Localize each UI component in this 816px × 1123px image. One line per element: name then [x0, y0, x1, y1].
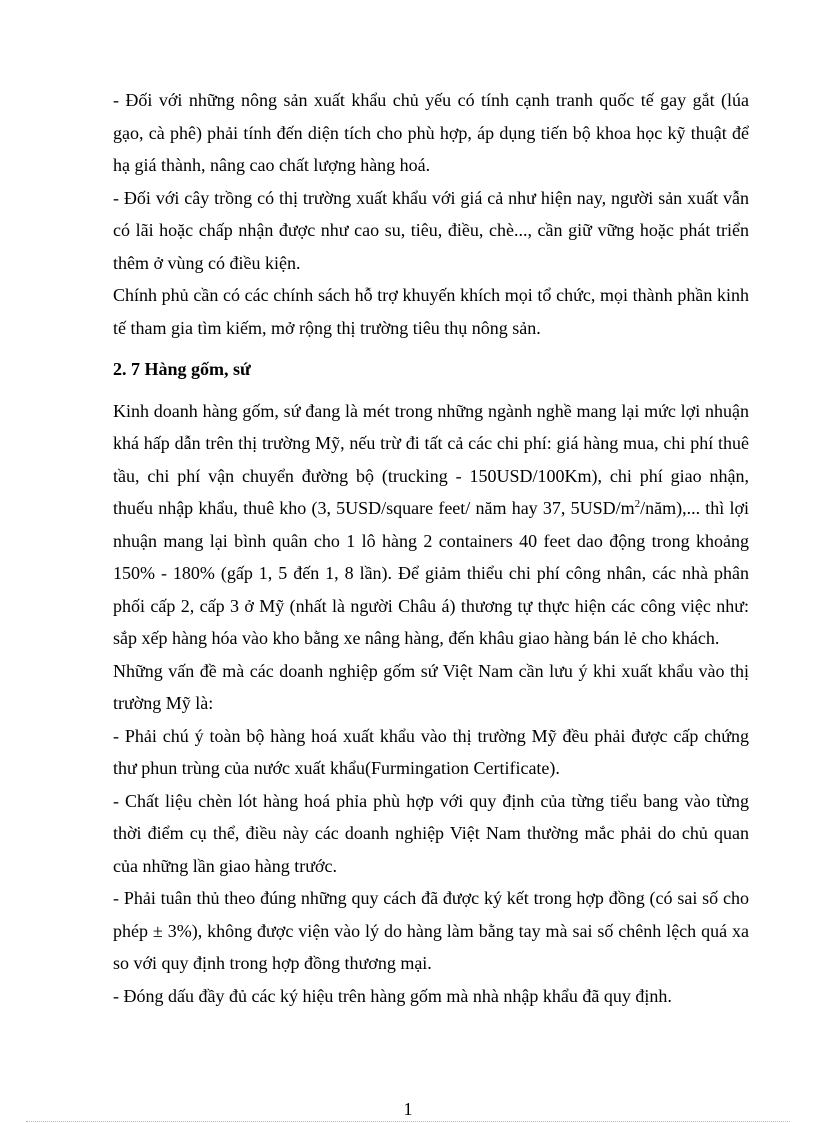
paragraph-markings: - Đóng dấu đầy đủ các ký hiệu trên hàng gốm mà nhà nhập khẩu đã quy định. [113, 985, 672, 1006]
page-bottom-divider [26, 1121, 790, 1122]
paragraph-packing-material: - Chất liệu chèn lót hàng hoá phỉa phù hợp với quy định của từng tiểu bang vào từng thời điểm cụ thể, điều này các doanh nghiệp Việt Nam thường mắc phải do chủ quan của những lần giao hàng trước. [113, 790, 749, 876]
intro-text-before: Kinh doanh hàng gốm, sứ đang là mét trong những ngành nghề mang lại mức lợi nhuận khá hấp dẫn trên thị trường Mỹ, nếu trừ đi tất cả các chi phí: giá hàng mua, chi phí thuê tầu, chi phí vận chuyển đường bộ (trucking - 150USD/100Km), chi phí giao nhận, thuếu nhập khẩu, thuê kho (3, 5USD/square feet/ năm hay 37, 5USD/m [113, 400, 749, 518]
paragraph-contract-specs: - Phải tuân thủ theo đúng những quy cách đã được ký kết trong hợp đồng (có sai số cho phép ± 3%), không được viện vào lý do hàng làm bằng tay mà sai số chênh lệch quá xa so với quy định trong hợp đồng thương mại. [113, 888, 749, 973]
paragraph-ceramics-intro [113, 395, 749, 655]
section-heading: 2. 7 Hàng gốm, sứ [113, 359, 251, 379]
paragraph-export-competition: - Đối với những nông sản xuất khẩu chủ yếu có tính cạnh tranh quốc tế gay gắt (lúa gạo, cà phê) phải tính đến diện tích cho phù hợp, áp dụng tiến bộ khoa học kỹ thuật để hạ giá thành, nâng cao chất lượng hàng hoá. [113, 90, 749, 175]
paragraph-issues-intro: Những vấn đề mà các doanh nghiệp gốm sứ Việt Nam cần lưu ý khi xuất khẩu vào thị trường Mỹ là: [113, 660, 749, 713]
intro-superscript: 2 [634, 498, 641, 510]
paragraph-government-policy: Chính phủ cần có các chính sách hỗ trợ khuyến khích mọi tổ chức, mọi thành phần kinh tế tham gia tìm kiếm, mở rộng thị trường tiêu thụ nông sản. [113, 285, 749, 338]
page-number: 1 [403, 1099, 413, 1119]
document-page [113, 84, 749, 1012]
intro-text-after: /năm),... thì lợi nhuận mang lại bình quân cho 1 lô hàng 2 containers 40 feet dao động trong khoảng 150% - 180% (gấp 1, 5 đến 1, 8 lần). Để giảm thiểu chi phí công nhân, các nhà phân phối cấp 2, cấp 3 ở Mỹ (nhất là người Châu á) thương tự thực hiện các công việc như: sắp xếp hàng hóa vào kho bằng xe nâng hàng, đến khâu giao hàng bán lẻ cho khách. [113, 498, 749, 648]
paragraph-fumigation: - Phải chú ý toàn bộ hàng hoá xuất khẩu vào thị trường Mỹ đều phải được cấp chứng thư phun trùng của nước xuất khẩu(Furmingation Certificate). [113, 725, 749, 778]
paragraph-export-crops: - Đối với cây trồng có thị trường xuất khẩu với giá cả như hiện nay, người sản xuất vẫn có lãi hoặc chấp nhận được như cao su, tiêu, điều, chè..., cần giữ vững hoặc phát triển thêm ở vùng có điều kiện. [113, 187, 749, 273]
